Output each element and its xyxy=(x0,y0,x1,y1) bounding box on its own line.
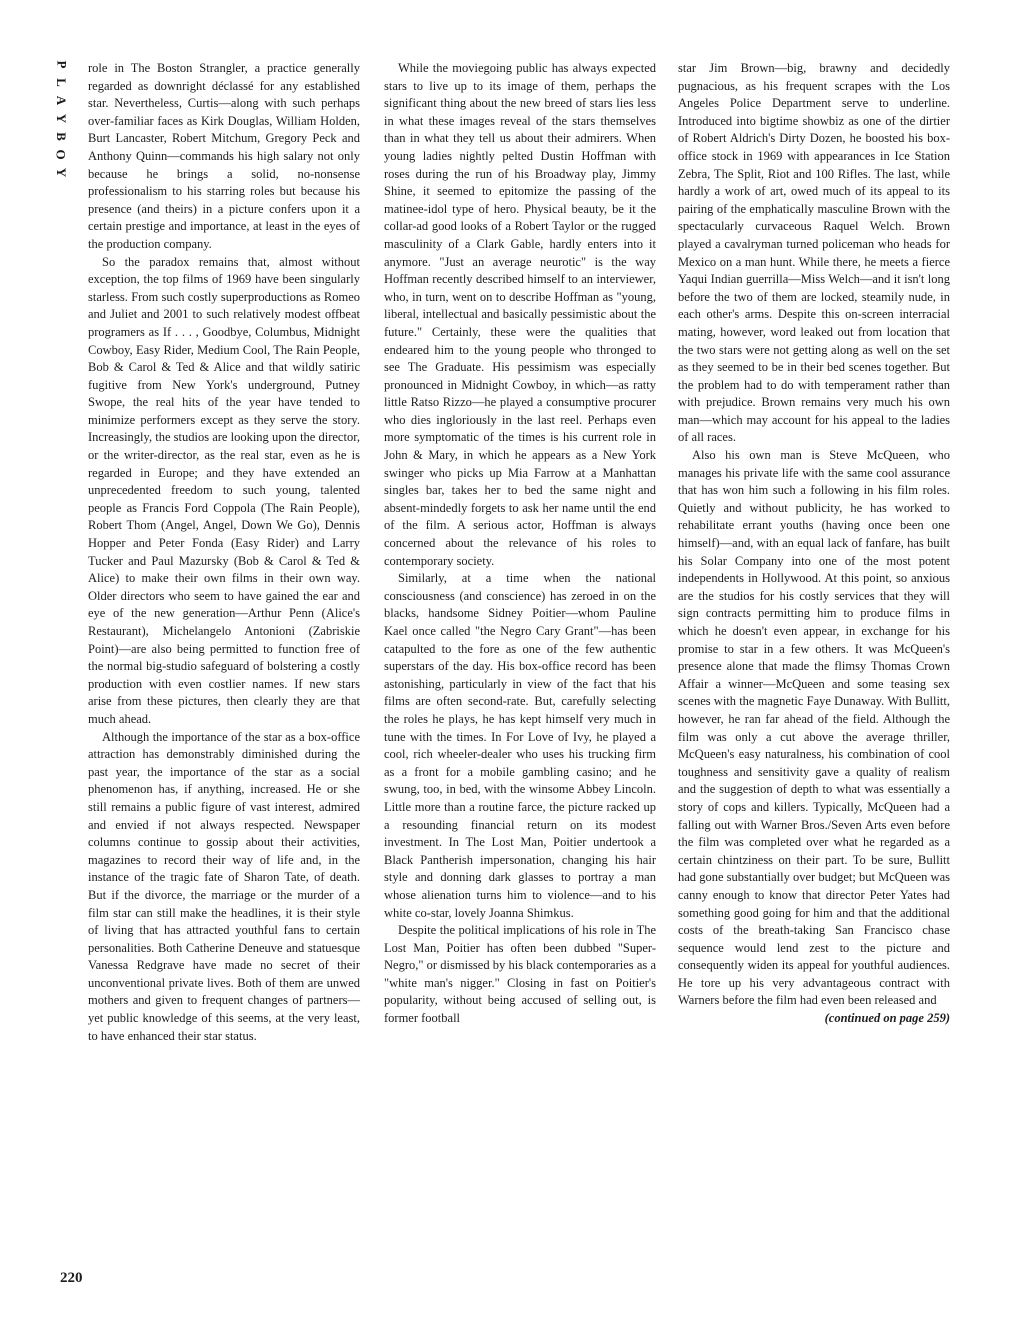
page-number: 220 xyxy=(60,1270,83,1286)
paragraph: star Jim Brown—big, brawny and decidedly pugnacious, as his frequent scrapes with the Los Angeles Police Department serve to underline. Introduced into bigtime showbiz as one of the dirtier of Robert Aldrich's Dirty Dozen, he boosted his box-office stock in 1969 with appearances in Ice Station Zebra, The Split, Riot and 100 Rifles. The last, while hardly a work of art, owed much of its appeal to its pairing of the emphatically masculine Brown with the spectacularly curvaceous Raquel Welch. Brown played a cavalryman turned policeman who heads for Mexico on a man hunt. While there, he meets a fierce Yaqui Indian guerrilla—Miss Welch—and it isn't long before the two of them are locked, steamily nude, in each other's arms. Despite this on-screen interracial mating, however, word leaked out from location that the two stars were not getting along as well on the set as they seemed to be in their bed scenes together. But the problem had to do with temperament rather than with prejudice. Brown remains very much his own man—which may account for his appeal to the ladies of all races. xyxy=(678,61,950,445)
logo-letter: L xyxy=(53,78,69,88)
paragraph: role in The Boston Strangler, a practice generally regarded as downright déclassé for any established star. Nevertheless, Curtis—along with such perhaps over-familiar faces as Kirk Douglas, William Holden, Burt Lancaster, Robert Mitchum, Gregory Peck and Anthony Quinn—commands his high salary not only because he brings a solid, no-nonsense professionalism to his starring roles but because his presence (and theirs) in a picture confers upon it a certain prestige and importance, at least in the eyes of the production company. xyxy=(88,61,360,251)
magazine-logo xyxy=(50,56,72,182)
logo-letter: P xyxy=(53,60,69,70)
logo-letter: B xyxy=(53,132,69,142)
paragraph: While the moviegoing public has always expected stars to live up to its image of them, perhaps the significant thing about the new breed of stars lies less in what these images reveal of the stars themselves than in what they tell us about their admirers. When young ladies nightly pelted Dustin Hoffman with roses during the run of his Broadway play, Jimmy Shine, it seemed to epitomize the passing of the matinee-idol type of hero. Physical beauty, be it the collar-ad good looks of a Robert Taylor or the rugged masculinity of a Clark Gable, hardly enters into it anymore. "Just an average neurotic" is the way Hoffman recently described himself to an interviewer, who, in turn, went on to describe Hoffman as "young, liberal, intellectual and basically pessimistic about the future." Certainly, these were the qualities that endeared him to the young people who thronged to see The Graduate. His pessimism was especially pronounced in Midnight Cowboy, in which—as ratty little Ratso Rizzo—he played a consumptive procurer who dies ingloriously in the last reel. Perhaps even more symptomatic of the times is his current role in John & Mary, in which he appears as a New York swinger who picks up Mia Farrow at a Manhattan singles bar, takes her to bed the same night and absent-mindedly forgets to ask her name until the end of the film. A serious actor, Hoffman is always concerned about the relevance of his roles to contemporary society. xyxy=(384,61,656,568)
continued-note: (continued on page 259) xyxy=(824,1011,950,1026)
paragraph: Also his own man is Steve McQueen, who manages his private life with the same cool assurance that has won him such a following in his film roles. Quietly and without publicity, he has worked to rehabilitate errant youths (having once been one himself)—and, with an equal lack of fanfare, has built his Solar Company into one of the most potent independents in Hollywood. At this point, so anxious are the studios for his costly services that they will sign contracts permitting him to produce films in which he doesn't even appear, in exchange for his promise to star in a few others. It was McQueen's presence alone that made the flimsy Thomas Crown Affair a winner—McQueen and some teasing sex scenes with the magnetic Faye Dunaway. With Bullitt, however, he ran far ahead of the field. Although the film was only a cut above the average thriller, McQueen's easy naturalness, his combination of cool toughness and sensitivity gave a quality of realism and the suggestion of depth to what was essentially a story of cops and killers. Typically, McQueen had a falling out with Warner Bros./Seven Arts even before the film was completed over what he regarded as a certain chintziness on their part. To be sure, Bullitt had gone substantially over budget; but McQueen was canny enough to know that director Peter Yates had something good going for him and that the additional costs of the breath-taking San Francisco chase sequence would lend zest to the picture and consequently widen its appeal for youthful audiences. He tore up his very advantageous contract with Warners before the film had even been released and xyxy=(678,448,950,1008)
text-column-2 xyxy=(384,60,656,1028)
text-column-1 xyxy=(88,60,360,1045)
logo-letter: A xyxy=(53,95,69,107)
text-column-3 xyxy=(678,60,950,1028)
logo-letter: O xyxy=(54,149,69,161)
logo-letter: Y xyxy=(53,167,69,179)
paragraph: Similarly, at a time when the national consciousness (and conscience) has zeroed in on the blacks, handsome Sidney Poitier—whom Pauline Kael once called "the Negro Cary Grant"—has been catapulted to the fore as one of the few authentic superstars of the day. His box-office record has been astonishing, particularly in view of the fact that his films are often second-rate. But, carefully selecting the roles he plays, he has kept himself very much in tune with the times. In For Love of Ivy, he played a cool, rich wheeler-dealer who uses his trucking firm as a front for a mobile gambling casino; and he swung, too, in bed, with the winsome Abbey Lincoln. Little more than a routine farce, the picture racked up a resounding financial return on its modest investment. In The Lost Man, Poitier undertook a Black Pantherish impersonation, changing his hair style and donning dark glasses to portray a man whose alienation turns him to violence—and to his white co-star, lovely Joanna Shimkus. xyxy=(384,571,656,920)
paragraph: Despite the political implications of his role in The Lost Man, Poitier has often been dubbed "Super-Negro," or dismissed by his black contemporaries as a "white man's nigger." Closing in fast on Poitier's popularity, without being accused of selling out, is former football xyxy=(384,923,656,1026)
logo-letter: Y xyxy=(53,113,69,125)
paragraph: So the paradox remains that, almost without exception, the top films of 1969 have been singularly starless. From such costly superproductions as Romeo and Juliet and 2001 to such relatively modest offbeat programers as If . . . , Goodbye, Columbus, Midnight Cowboy, Easy Rider, Medium Cool, The Rain People, Bob & Carol & Ted & Alice and that wildly satiric fugitive from New York's underground, Putney Swope, the real hits of the year have tended to minimize performers except as they serve the story. Increasingly, the studios are looking upon the director, or the writer-director, as the real star, even as he is regarded in Europe; and they have extended an unprecedented freedom to such young, talented people as Francis Ford Coppola (The Rain People), Robert Thom (Angel, Angel, Down We Go), Dennis Hopper and Peter Fonda (Easy Rider) and Larry Tucker and Paul Mazursky (Bob & Carol & Ted & Alice) to make their own films in their own way. Older directors who seem to have gained the ear and eye of the new generation—Arthur Penn (Alice's Restaurant), Michelangelo Antonioni (Zabriskie Point)—are also being permitted to function free of the normal big-studio safeguard of bolstering a costly production with even costlier names. If new stars arise from these pictures, then clearly they are that much ahead. xyxy=(88,254,360,726)
paragraph: Although the importance of the star as a box-office attraction has demonstrably diminished during the past year, the importance of the star as a social phenomenon has, if anything, increased. He or she still remains a public figure of vast interest, admired and envied if not always respected. Newspaper columns continue to gossip about their activities, magazines to record their way of life and, in the instance of the tragic fate of Sharon Tate, of death. But if the divorce, the marriage or the murder of a film star can still make the headlines, it is their style of living that has attracted youthful fans to certain personalities. Both Catherine Deneuve and statuesque Vanessa Redgrave have made no secret of their unconventional private lives. Both of them are unwed mothers and given to frequent changes of partners—yet public knowledge of this seems, at the very least, to have enhanced their star status. xyxy=(88,729,360,1043)
